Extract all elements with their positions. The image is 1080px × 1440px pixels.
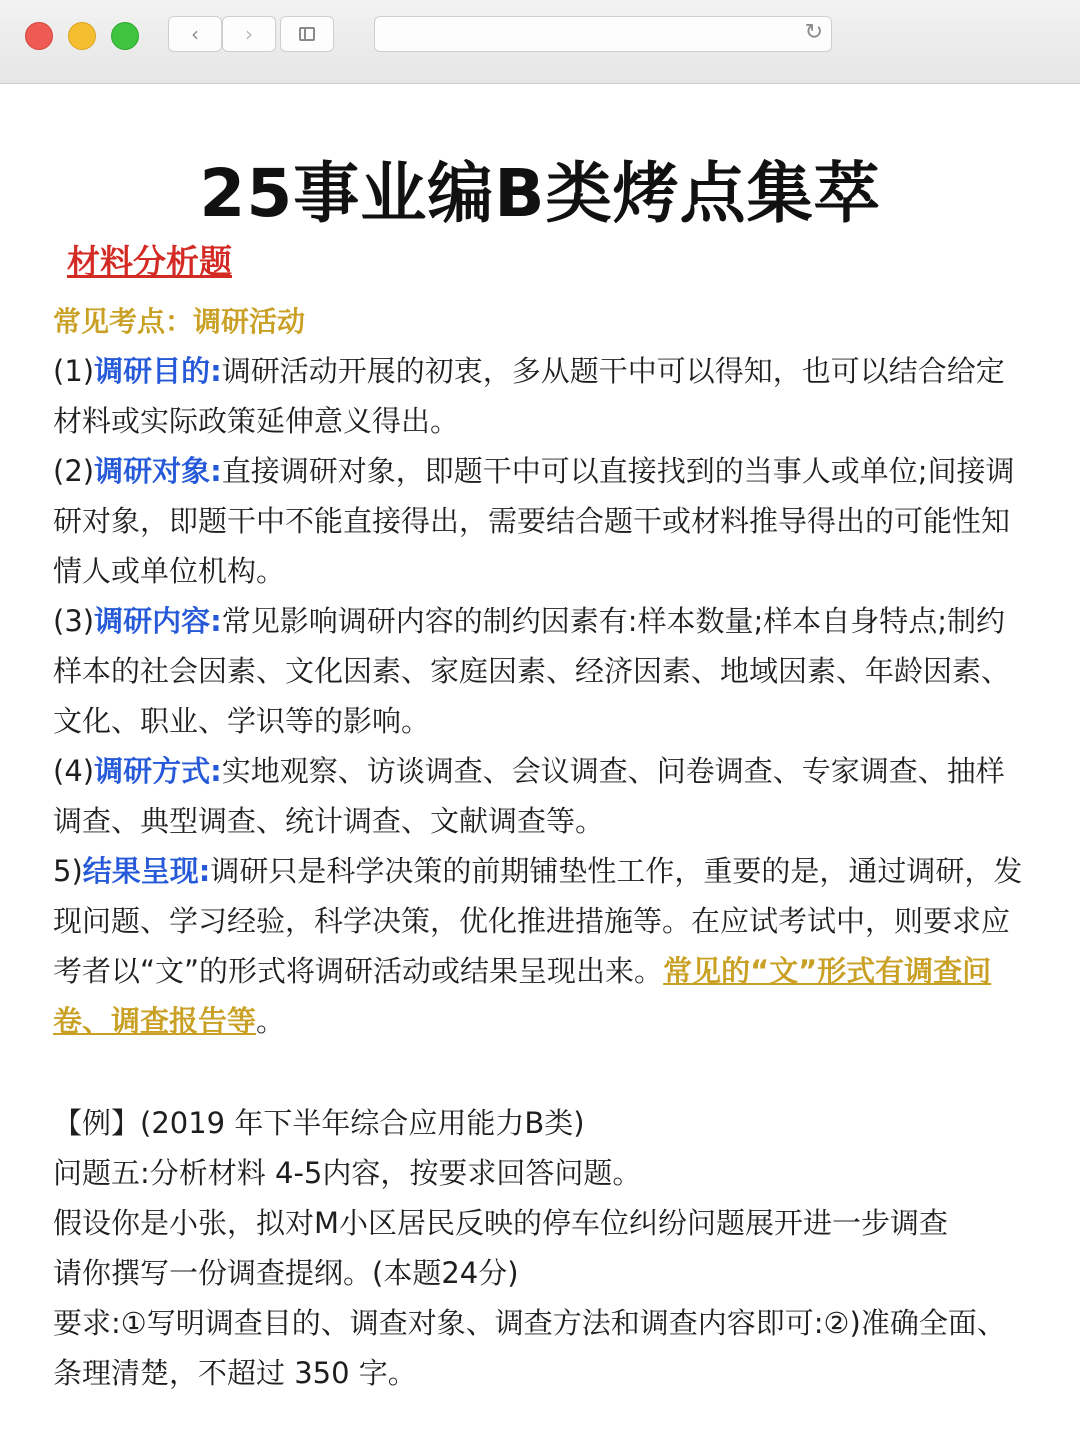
item-number: (2) [53, 454, 95, 488]
item-keyword: 调研方式: [94, 754, 222, 788]
list-item [53, 846, 1025, 1046]
example-heading: 【例】(2019 年下半年综合应用能力B类) [53, 1106, 585, 1140]
item-text: 直接调研对象，即题干中可以直接找到的当事人或单位;间接调研对象，即题干中不能直接得出，需要结合题干或材料推导得出的可能性知情人或单位机构。 [53, 454, 1015, 588]
list-item [53, 346, 1025, 446]
reload-icon[interactable]: ↻ [804, 20, 823, 45]
back-button[interactable] [168, 16, 222, 52]
item-keyword: 结果呈现: [82, 854, 211, 888]
item-keyword: 调研内容: [94, 604, 222, 638]
item-keyword: 调研对象: [94, 454, 222, 488]
section-heading: 材料分析题 [67, 242, 232, 281]
example-prompt-line: 假设你是小张，拟对M小区居民反映的停车位纠纷问题展开进一步调查 [53, 1206, 949, 1240]
example-block [53, 1098, 1025, 1398]
item-number: (4) [53, 754, 95, 788]
address-bar[interactable] [374, 16, 832, 52]
list-item [53, 596, 1025, 746]
item-tail: 。 [256, 1004, 286, 1038]
close-window-button[interactable] [25, 22, 53, 50]
item-number: 5) [53, 854, 83, 888]
item-text: 调研只是科学决策的前期铺垫性工作，重要的是，通过调研，发现问题、学习经验，科学决策，优化推进措施等。在应试考试中，则要求应考者以“文”的形式将调研活动或结果呈现出来。 [53, 854, 1023, 988]
item-number: (3) [53, 604, 95, 638]
example-requirements: 要求:①写明调查目的、调查对象、调查方法和调查内容即可:②)准确全面、条理清楚，不超过 350 字。 [53, 1306, 1006, 1390]
chevron-left-icon: ‹ [191, 22, 199, 46]
chevron-right-icon: › [245, 22, 253, 46]
topic-heading: 常见考点：调研活动 [53, 305, 306, 338]
page-title: 25事业编B类烤点集萃 [199, 155, 881, 232]
list-item [53, 746, 1025, 846]
item-text: 实地观察、访谈调查、会议调查、问卷调查、专家调查、抽样调查、典型调查、统计调查、文献调查等。 [53, 754, 1005, 838]
item-text: 调研活动开展的初衷，多从题干中可以得知，也可以结合给定材料或实际政策延伸意义得出。 [53, 354, 1005, 438]
item-number: (1) [53, 354, 95, 388]
forward-button[interactable] [222, 16, 276, 52]
example-question: 问题五:分析材料 4-5内容，按要求回答问题。 [53, 1156, 642, 1190]
content-body [53, 346, 1025, 1046]
example-prompt-line: 请你撰写一份调查提纲。(本题24分) [53, 1256, 519, 1290]
item-text: 常见影响调研内容的制约因素有:样本数量;样本自身特点;制约样本的社会因素、文化因素、家庭因素、经济因素、地域因素、年龄因素、文化、职业、学识等的影响。 [53, 604, 1011, 738]
highlighted-text: 常见的“文”形式有调查问卷、调查报告等 [53, 954, 992, 1038]
minimize-window-button[interactable] [68, 22, 96, 50]
sidebar-icon [299, 27, 315, 41]
browser-toolbar [0, 0, 1080, 84]
list-item [53, 446, 1025, 596]
zoom-window-button[interactable] [111, 22, 139, 50]
item-keyword: 调研目的: [94, 354, 222, 388]
sidebar-toggle-button[interactable] [280, 16, 334, 52]
